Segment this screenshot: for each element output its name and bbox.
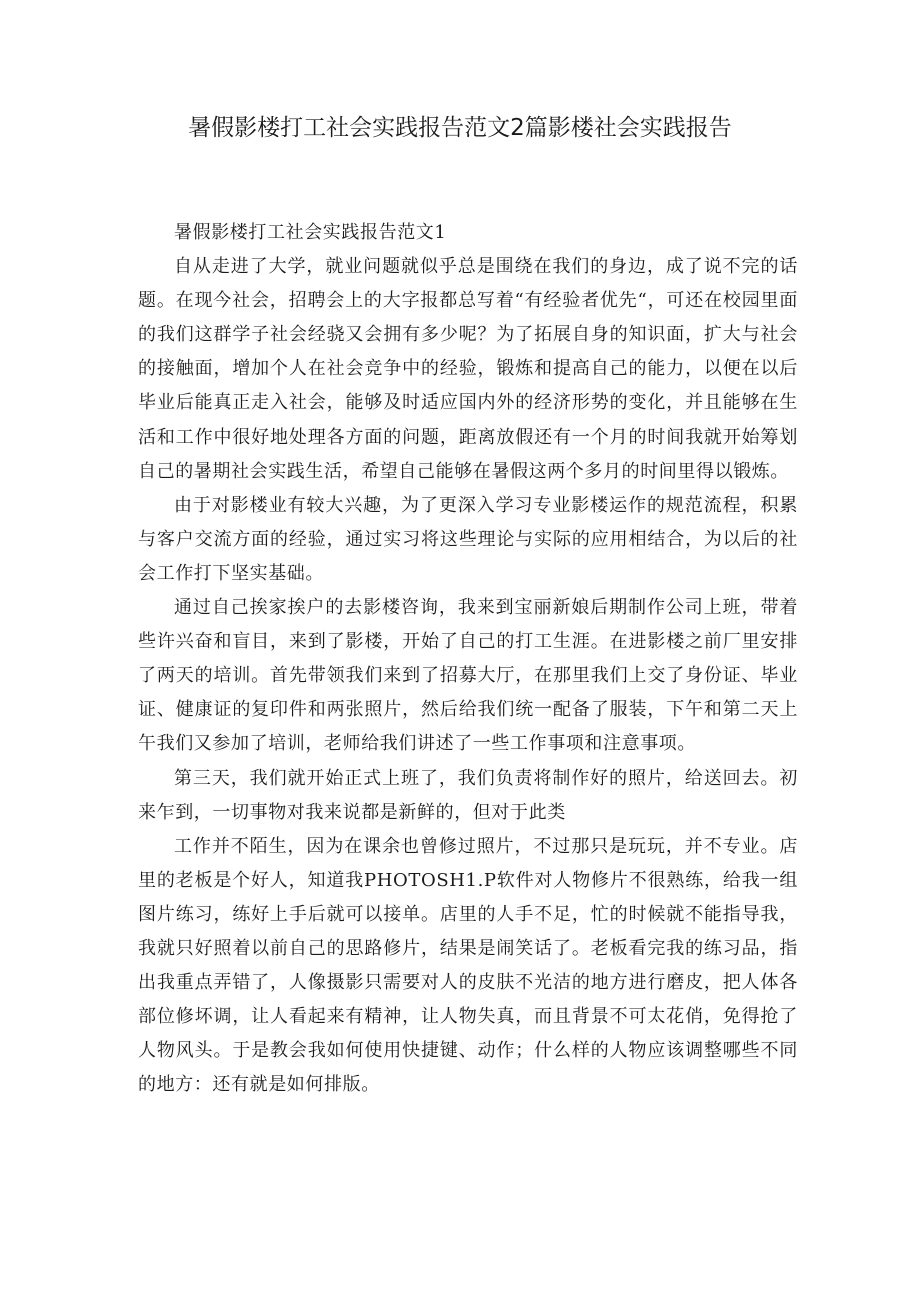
paragraph-2: 由于对影楼业有较大兴趣，为了更深入学习专业影楼运作的规范流程，积累与客户交流方面的经验，通过实习将这些理论与实际的应用相结合，为以后的社会工作打下坚实基础。 bbox=[138, 494, 798, 584]
section-heading: 暑假影楼打工社会实践报告范文1 bbox=[174, 222, 447, 243]
paragraph-5: 工作并不陌生，因为在课余也曾修过照片，不过那只是玩玩，并不专业。店里的老板是个好人，知道我PHOTOSH1.P软件对人物修片不很熟练，给我一组图片练习，练好上手后就可以接单。店里的人手不足，忙的时候就不能指导我，我就只好照着以前自己的思路修片，结果是闹笑话了。老板看完我的练习品，指出我重点弄错了，人像摄影只需要对人的皮肤不光洁的地方进行磨皮，把人体各部位修坏调，让人看起来有精神，让人物失真，而且背景不可太花俏，免得抢了人物风头。于是教会我如何使用快捷键、动作；什么样的人物应该调整哪些不同的地方：还有就是如何排版。 bbox=[138, 835, 798, 1096]
paragraph-4: 第三天，我们就开始正式上班了，我们负责将制作好的照片，给送回去。初来乍到，一切事物对我来说都是新鲜的，但对于此类 bbox=[138, 767, 798, 823]
document-title: 暑假影楼打工社会实践报告范文2篇影楼社会实践报告 bbox=[188, 115, 732, 141]
paragraph-1: 自从走进了大学，就业问题就似乎总是围绕在我们的身边，成了说不完的话题。在现今社会，招聘会上的大字报都总写着“有经验者优先“，可还在校园里面的我们这群学子社会经骁又会拥有多少呢？为了拓展自身的知识面，扩大与社会的接触面，增加个人在社会竞争中的经验，锻炼和提高自己的能力，以便在以后毕业后能真正走入社会，能够及时适应国内外的经济形势的变化，并且能够在生活和工作中很好地处理各方面的问题，距离放假还有一个月的时间我就开始筹划自己的暑期社会实践生活，希望自己能够在暑假这两个多月的时间里得以锻炼。 bbox=[138, 256, 798, 482]
paragraph-3: 通过自己挨家挨户的去影楼咨询，我来到宝丽新娘后期制作公司上班，带着些许兴奋和盲目，来到了影楼，开始了自己的打工生涯。在进影楼之前厂里安排了两天的培训。首先带领我们来到了招募大厅，在那里我们上交了身份证、毕业证、健康证的复印件和两张照片，然后给我们统一配备了服装，下午和第二天上午我们又参加了培训，老师给我们讲述了一些工作事项和注意事项。 bbox=[138, 597, 798, 755]
document-body bbox=[138, 216, 798, 1102]
